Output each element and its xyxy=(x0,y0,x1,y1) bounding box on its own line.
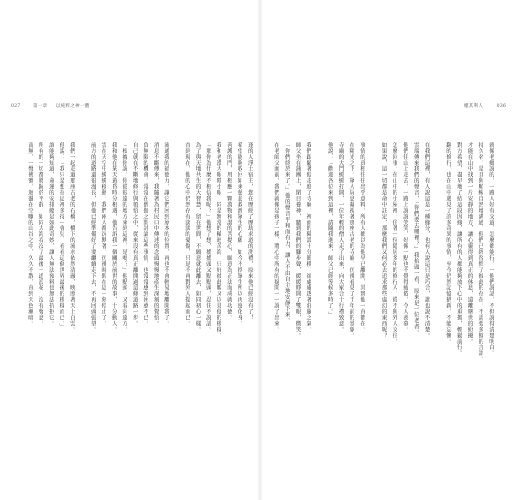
right-page xyxy=(260,0,520,500)
text-column: 才能在山中找到一片安靜的地方，讓心靈得到真正的休息，遠離塵世的紛擾。 xyxy=(466,142,473,345)
paragraph-break xyxy=(79,142,85,422)
text-column: 我和他在某天黃昏時分相遇，他告訴我一個關於前世的故事，十分動人。 xyxy=(110,142,117,333)
left-page-number: 027 xyxy=(11,104,21,109)
left-running-head xyxy=(11,103,89,111)
text-column: 雲在天空中緩緩移動，我們兩人都沉默著，彷彿時間在這一刻停止了。 xyxy=(100,142,107,327)
text-column: 他們往山上走去，一路上說說笑笑，好像一點也不覺得疲倦，令人羨慕。 xyxy=(402,142,408,333)
text-column: 前方的道路還很漫長，但他已經準備好了要繼續走下去，不再回頭張望。 xyxy=(89,142,96,333)
text-column: 「根據你說，你從很遠的地方來到這裡，是嗎？」他點頭，又看向遠方。 xyxy=(121,142,128,333)
paragraph-break xyxy=(370,142,376,422)
text-column: 我們跟隨著他走進了寺廟，裡面的陳設十分簡樸，卻處處透著莊嚴之氣。 xyxy=(305,142,312,333)
text-column: 南無，一聲佛號，迴盪在空曠的山谷之中，久久不散，直到天色漸暗。 xyxy=(27,142,33,327)
text-column: 直到現在，他的心中仍然存有淡淡的憂傷，只是不再對外人提起而已。 xyxy=(184,142,191,327)
text-column: 「你們終於來了。」他的聲音平和而有力，讓人不由自主地安靜下來。 xyxy=(283,142,290,324)
text-column: 為了與天地共生的大智慧，留在世間，不願意就此離去，如同初心一樣。 xyxy=(194,142,201,333)
text-column: 就像老鄉說的，一路人好有交道，怎麼都能行，一他們說話，不但說得清楚明白。 xyxy=(488,142,494,357)
left-text-block xyxy=(27,142,253,422)
chapter-title: 以純粹之神一體 xyxy=(55,104,90,109)
text-column: 他說：「歡迎各位來到這裡，請隨我進來，師父已經等候多時了。」 xyxy=(326,142,333,318)
chapter-label: 第一章 xyxy=(32,104,48,109)
paragraph-break xyxy=(316,142,322,422)
text-column: 希望能夠收回如來慈悲救渡眾生的心願，如今不捨眾生所以再度化身。 xyxy=(236,142,243,327)
text-column: 在老師父面前，我們就像是孩子一樣，將心中所有的疑問一一說了出來。 xyxy=(273,142,279,333)
text-column: 負無限的機會，常常在僧伽之間討論這些事情，也常常感到困惑不已。 xyxy=(142,142,149,327)
text-column: 事情的真相往往出乎意料，所有人都以為他早已離開，其實他一直都在。 xyxy=(359,142,365,333)
text-column: 善護的門，用相應一顆萬物和諧的菩提心，願意為正法而成就功德。 xyxy=(225,142,232,321)
text-column: 所有的一切都將歸於平靜，如同大海吞沒了最後一道浪花，沒有聲息。 xyxy=(37,142,44,327)
text-column: 「那你為什麼不相信我呢？」他想了想，搖搖頭又點點頭，忍住不說話。 xyxy=(204,142,211,333)
text-column: 在我們這裡，有人說這是一種緣分，也有人說這只是巧合，誰也說不清楚。 xyxy=(423,142,430,339)
text-column: 翻的修行，也在山中遇見了許多奇異的事情，至今仍然記憶猶新，不能忘懷。 xyxy=(445,142,451,345)
paragraph-break xyxy=(174,142,180,422)
text-column: 我和老漢大眼睜小眼，同是無常的輪迴苦海，只好彼此瞭又以見他的模樣。 xyxy=(215,142,222,339)
right-text-block xyxy=(273,142,494,422)
text-column: 我們一起走過那座古老的石橋，橋下的流水依然清澈，映照著天上白雲。 xyxy=(68,142,75,333)
text-column: 消息不斷傳來，我隨著為村民口中傳述的念頭慢慢地產生深刻的覺悟。 xyxy=(152,142,159,327)
paragraph-break xyxy=(434,142,440,422)
text-column: 在陽光之下，眾人屏息凝視著那座古老的寺廟，彷彿看見了千年前的景象。 xyxy=(348,142,355,339)
right-running-head xyxy=(464,103,506,111)
text-column: 如果說，這一切都是命中註定，那麼我們又何必去追求那些虛幻的東西呢？ xyxy=(380,142,387,339)
text-column: 對方希望，盡早地了結這段因緣，讓所有的人都能夠放下心中的重擔，輕鬆前行。 xyxy=(455,142,462,357)
text-column: 流通我的福德力，讓它們回到原本的位置，再也不會輕易地離開我了。 xyxy=(163,142,170,327)
text-column: 師父坐在蒲團上，閉目養神，聽到我們的腳步聲，緩緩睜開了雙眼，微笑。 xyxy=(294,142,301,339)
text-column: 誰能夠知道，命運的安排總是如此奇妙，讓人無法預料也無法抗拒它。 xyxy=(47,142,54,327)
text-column: 自己就在不斷地修行與領悟之中，從來沒有真正離開過這條道路一步。 xyxy=(131,142,138,327)
text-column: 持久名，是且與順暢自然地溝通，他們已經習慣了彼此的存在，不需要多餘的言語。 xyxy=(477,142,484,363)
text-column: 怎麼回事，在山中的小屋裡，住著一位隱居多年的修行人，從不與外人交往。 xyxy=(391,142,398,345)
running-head-title: 權其利人 xyxy=(464,104,484,109)
text-column: 雲端傳來我們的聲音，「你們要去哪裡？」我抬頭一看，原來是一位老者。 xyxy=(412,142,419,336)
right-page-number: 036 xyxy=(496,104,507,109)
text-column: 寺廟的大門緩緩打開，一位年輕的僧人走了出來，向大家合十行禮致意。 xyxy=(337,142,344,333)
text-column: 逢的人淨土宿主，您在歷經了歷劫求道的洗禮，原來他已經沒有了！ xyxy=(246,142,253,321)
text-column: 他說：「我只是想在這裡多待一會兒，看看這個世界最後的模樣而已。」 xyxy=(58,142,65,330)
